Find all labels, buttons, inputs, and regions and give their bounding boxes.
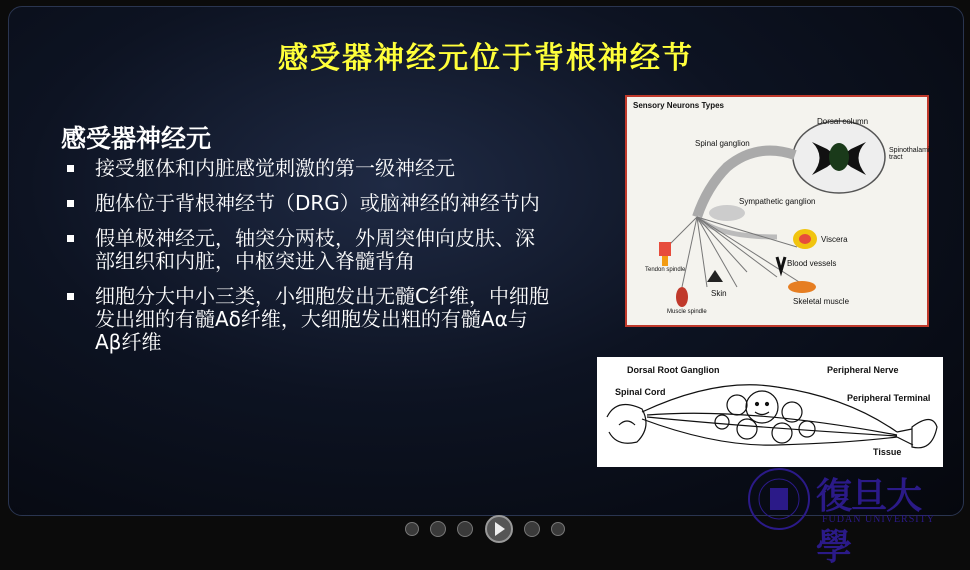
bullet-square-icon: [67, 293, 74, 300]
logo-chinese-name: 復旦大學: [816, 475, 922, 568]
prev-slide-button[interactable]: [405, 522, 419, 536]
figure1-label: Skin: [711, 289, 727, 298]
bullet-square-icon: [67, 235, 74, 242]
play-button[interactable]: [485, 515, 513, 543]
figure2-label: Spinal Cord: [615, 387, 666, 397]
back-button[interactable]: [457, 521, 473, 537]
figure1-label: Skeletal muscle: [793, 297, 850, 306]
bullet-square-icon: [67, 165, 74, 172]
figure1-label: Blood vessels: [787, 259, 837, 268]
figure1-title: Sensory Neurons Types: [633, 101, 724, 110]
bullet-square-icon: [67, 200, 74, 207]
figure2-label: Dorsal Root Ganglion: [627, 365, 720, 375]
figure2-label: Tissue: [873, 447, 902, 457]
figure2-label: Peripheral Nerve: [827, 365, 899, 375]
sensory-neurons-figure: [625, 95, 933, 327]
slide-title: 感受器神经元位于背根神经节: [278, 41, 694, 76]
figure2-label: Peripheral Terminal: [847, 393, 931, 403]
bullet-item: 细胞分大中小三类，小细胞发出无髓C纤维，中细胞发出细的有髓Aδ纤维，大细胞发出粗的有髓Aα与Aβ纤维: [61, 285, 551, 354]
next-slide-button[interactable]: [551, 522, 565, 536]
bullet-list: [61, 157, 551, 366]
figure1-label: Sympathetic ganglion: [739, 197, 816, 206]
figure1-label: Viscera: [821, 235, 848, 244]
bullet-item: 胞体位于背根神经节（DRG）或脑神经的神经节内: [61, 192, 551, 215]
slide-subtitle: 感受器神经元: [61, 124, 212, 153]
forward-button[interactable]: [524, 521, 540, 537]
drg-diagram-figure: [597, 357, 943, 467]
bullet-item: 假单极神经元，轴突分两枝，外周突伸向皮肤、深部组织和内脏，中枢突进入脊髓背角: [61, 227, 551, 273]
rewind-button[interactable]: [430, 521, 446, 537]
figure1-label: Dorsal column: [817, 117, 869, 126]
player-controls: [0, 515, 970, 541]
slide: [8, 6, 964, 516]
logo-english-name: FUDAN UNIVERSITY: [822, 514, 935, 525]
bullet-item: 接受躯体和内脏感觉刺激的第一级神经元: [61, 157, 551, 180]
figure1-label: Spinal ganglion: [695, 139, 750, 148]
figure1-label: Spinothalamic tract: [889, 147, 933, 161]
figure1-label: Muscle spindle: [667, 309, 707, 315]
figure1-label: Tendon spindle: [645, 267, 686, 273]
